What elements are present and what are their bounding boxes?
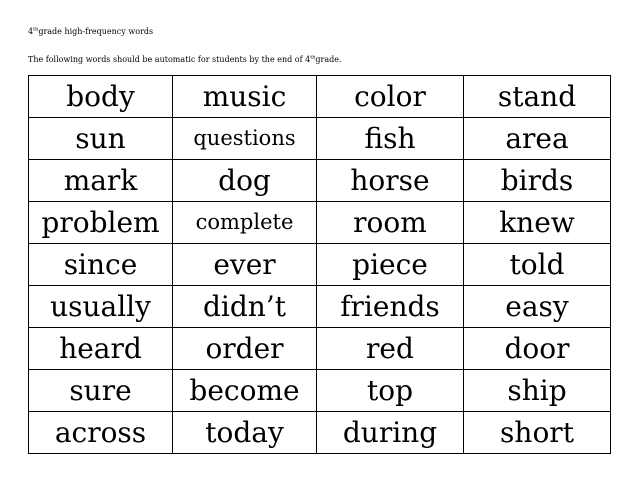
word-cell: short	[464, 412, 611, 454]
subtitle-grade-suffix: th	[310, 54, 316, 61]
word-cell: today	[173, 412, 317, 454]
word-cell: area	[464, 118, 611, 160]
table-row	[29, 76, 611, 118]
word-cell: dog	[173, 160, 317, 202]
word-cell: fish	[317, 118, 464, 160]
table-row	[29, 202, 611, 244]
word-cell: top	[317, 370, 464, 412]
word-cell: across	[29, 412, 173, 454]
table-row	[29, 412, 611, 454]
word-cell: piece	[317, 244, 464, 286]
word-cell: since	[29, 244, 173, 286]
word-cell: easy	[464, 286, 611, 328]
word-cell: order	[173, 328, 317, 370]
word-cell: room	[317, 202, 464, 244]
title-grade-number: 4	[28, 27, 34, 36]
word-table	[28, 75, 611, 454]
word-cell: birds	[464, 160, 611, 202]
table-row	[29, 244, 611, 286]
title-grade-suffix: th	[33, 26, 39, 33]
subtitle-text-after: grade.	[315, 55, 342, 64]
word-cell: door	[464, 328, 611, 370]
document-title	[28, 27, 153, 36]
word-cell: ever	[173, 244, 317, 286]
table-row	[29, 286, 611, 328]
word-cell: mark	[29, 160, 173, 202]
word-cell: sun	[29, 118, 173, 160]
word-cell: problem	[29, 202, 173, 244]
word-cell: color	[317, 76, 464, 118]
table-row	[29, 328, 611, 370]
word-cell: during	[317, 412, 464, 454]
title-text: grade high-frequency words	[38, 27, 154, 36]
word-cell: stand	[464, 76, 611, 118]
word-cell: ship	[464, 370, 611, 412]
subtitle-text-before: The following words should be automatic for students by the end of 4	[28, 55, 311, 64]
table-row	[29, 118, 611, 160]
word-cell: horse	[317, 160, 464, 202]
word-cell: sure	[29, 370, 173, 412]
word-cell: body	[29, 76, 173, 118]
word-cell: become	[173, 370, 317, 412]
word-cell: questions	[173, 118, 317, 160]
word-cell: didn’t	[173, 286, 317, 328]
table-row	[29, 370, 611, 412]
document-subtitle	[28, 55, 342, 64]
word-cell: heard	[29, 328, 173, 370]
table-row	[29, 160, 611, 202]
word-cell: told	[464, 244, 611, 286]
word-cell: usually	[29, 286, 173, 328]
word-cell: friends	[317, 286, 464, 328]
word-cell: complete	[173, 202, 317, 244]
word-cell: knew	[464, 202, 611, 244]
word-cell: red	[317, 328, 464, 370]
word-cell: music	[173, 76, 317, 118]
